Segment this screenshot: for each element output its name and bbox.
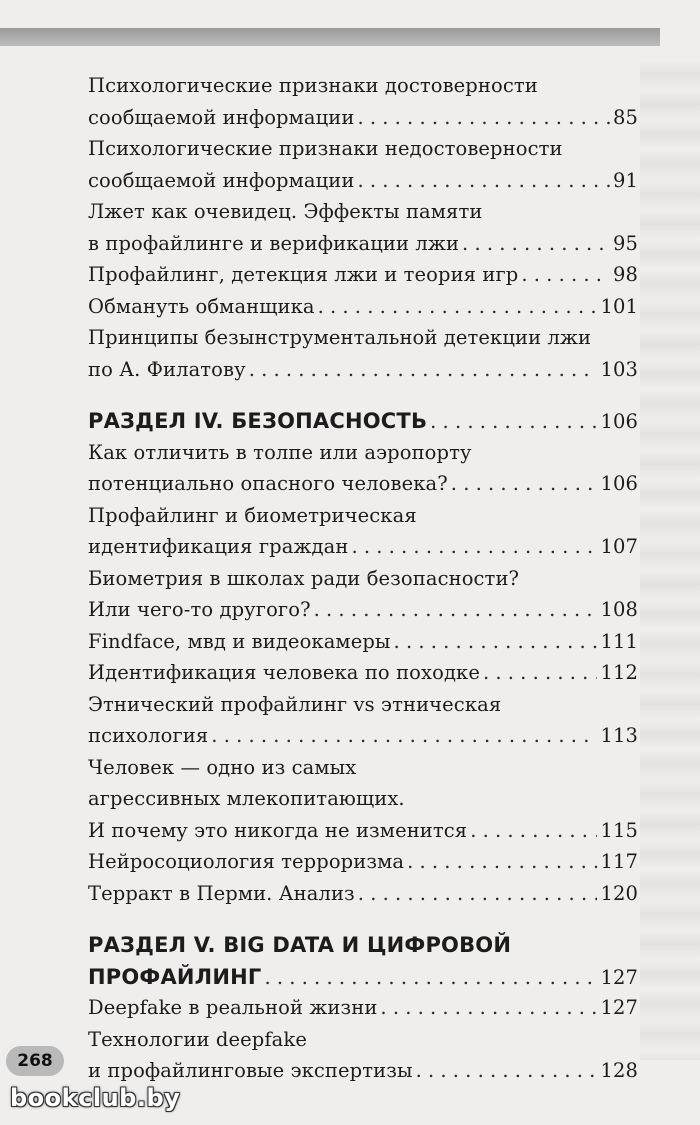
toc-page-number: 101	[600, 294, 638, 318]
toc-line	[88, 693, 638, 725]
toc-entry-text: Идентификация человека по походке	[88, 661, 480, 684]
leader-dots	[521, 263, 610, 286]
toc-page-number: 112	[600, 661, 638, 684]
toc-page-number: 95	[612, 231, 638, 255]
toc-line	[88, 137, 638, 169]
watermark: bookclub.by	[10, 1084, 181, 1112]
toc-entry-text: идентификация граждан	[88, 535, 349, 558]
toc-line	[88, 74, 638, 106]
toc-entry-text: Как отличить в толпе или аэропорту	[88, 440, 472, 464]
toc-line	[88, 472, 638, 504]
toc-page-number: 103	[600, 357, 638, 381]
toc-line	[88, 200, 638, 232]
toc-entry-text: в профайлинге и верификации лжи	[88, 231, 460, 255]
leader-dots	[462, 232, 610, 255]
toc-page-number: 111	[600, 629, 638, 653]
toc-entry-text: потенциально опасного человека?	[88, 472, 448, 495]
toc-line	[88, 232, 638, 264]
leader-dots	[318, 295, 598, 318]
toc-entry-text: Биометрия в школах ради безопасности?	[88, 566, 520, 590]
leader-dots	[211, 724, 597, 747]
leader-dots	[357, 169, 610, 192]
toc-page-number: 106	[600, 472, 638, 495]
toc-line	[88, 598, 638, 630]
toc-page-number: 85	[612, 105, 638, 129]
toc-entry-text: Этнический профайлинг vs этническая	[88, 692, 502, 716]
toc-entry-text: Findface, мвд и видеокамеры	[88, 629, 391, 653]
toc-entry-text: Deepfake в реальной жизни	[88, 996, 378, 1019]
leader-dots	[430, 410, 597, 433]
toc-line	[88, 169, 638, 201]
section-heading: РАЗДЕЛ IV. БЕЗОПАСНОСТЬ	[88, 409, 428, 433]
toc-line	[88, 630, 638, 662]
toc-entry-text: по А. Филатову	[88, 357, 246, 381]
leader-dots	[351, 535, 597, 558]
toc-entry-text: Терракт в Перми. Анализ	[88, 881, 355, 905]
toc-entry-text: Принципы безынструментальной детекции лжи	[88, 326, 592, 349]
toc-line	[88, 535, 638, 567]
toc-page-number: 106	[600, 410, 638, 433]
toc-line	[88, 504, 638, 536]
section-spacer	[88, 913, 638, 933]
section-heading: ПРОФАЙЛИНГ	[88, 964, 262, 989]
toc-entry-text: Человек — одно из самых	[88, 755, 357, 779]
section-spacer	[88, 389, 638, 409]
section-heading: РАЗДЕЛ V. BIG DATA И ЦИФРОВОЙ	[88, 933, 512, 957]
table-of-contents	[88, 74, 638, 1091]
toc-entry-text: Лжет как очевидец. Эффекты памяти	[88, 200, 483, 223]
leader-dots	[394, 630, 598, 653]
toc-entry-text: Технологии deepfake	[88, 1027, 307, 1051]
leader-dots	[380, 996, 597, 1019]
leader-dots	[483, 661, 597, 684]
toc-entry-text: Обмануть обманщика	[88, 294, 315, 318]
toc-line	[88, 724, 638, 756]
leader-dots	[264, 966, 597, 989]
toc-line	[88, 263, 638, 295]
toc-entry-text: Нейросоциология терроризма	[88, 850, 405, 873]
leader-dots	[357, 106, 610, 129]
toc-page-number: 128	[600, 1059, 638, 1082]
leader-dots	[407, 850, 597, 873]
toc-line	[88, 106, 638, 138]
toc-page-number: 113	[600, 724, 638, 747]
toc-line	[88, 882, 638, 914]
toc-line	[88, 567, 638, 599]
toc-line	[88, 787, 638, 819]
toc-entry-text: агрессивных млекопитающих.	[88, 787, 405, 810]
toc-entry-text: И почему это никогда не изменится	[88, 818, 468, 842]
toc-page-number: 127	[600, 996, 638, 1019]
leader-dots	[451, 472, 598, 495]
section-heading-line	[88, 409, 638, 441]
toc-entry-text: Или чего-то другого?	[88, 598, 311, 621]
toc-line	[88, 661, 638, 693]
toc-line	[88, 358, 638, 390]
toc-line	[88, 326, 638, 358]
toc-line	[88, 756, 638, 788]
toc-entry-text: Профайлинг, детекция лжи и теория игр	[88, 263, 519, 286]
toc-entry-text: психология	[88, 724, 209, 747]
leader-dots	[358, 882, 598, 905]
toc-entry-text: сообщаемой информации	[88, 168, 355, 192]
page-top-shadow	[0, 28, 660, 46]
toc-line	[88, 1028, 638, 1060]
toc-entry-text: Психологические признаки недостоверности	[88, 137, 563, 160]
toc-entry-text: сообщаемой информации	[88, 105, 355, 129]
toc-page-number: 91	[612, 168, 638, 192]
toc-page-number: 108	[600, 598, 638, 621]
toc-entry-text: Профайлинг и биометрическая	[88, 503, 417, 527]
toc-page-number: 117	[600, 850, 638, 873]
leader-dots	[249, 358, 598, 381]
toc-line	[88, 850, 638, 882]
toc-line	[88, 819, 638, 851]
toc-page-number: 120	[600, 881, 638, 905]
page-number-badge: 268	[6, 1046, 64, 1076]
toc-line	[88, 441, 638, 473]
leader-dots	[416, 1059, 598, 1082]
toc-page-number: 115	[600, 818, 638, 842]
facing-page-bleed	[640, 60, 700, 1060]
leader-dots	[470, 819, 597, 842]
section-heading-line	[88, 933, 638, 965]
toc-page-number: 98	[612, 263, 638, 286]
toc-page-number: 127	[600, 965, 638, 989]
toc-line	[88, 295, 638, 327]
leader-dots	[314, 598, 598, 621]
toc-line	[88, 996, 638, 1028]
toc-entry-text: Психологические признаки достоверности	[88, 74, 538, 97]
toc-page-number: 107	[600, 535, 638, 558]
section-heading-line	[88, 965, 638, 997]
toc-entry-text: и профайлинговые экспертизы	[88, 1059, 413, 1082]
